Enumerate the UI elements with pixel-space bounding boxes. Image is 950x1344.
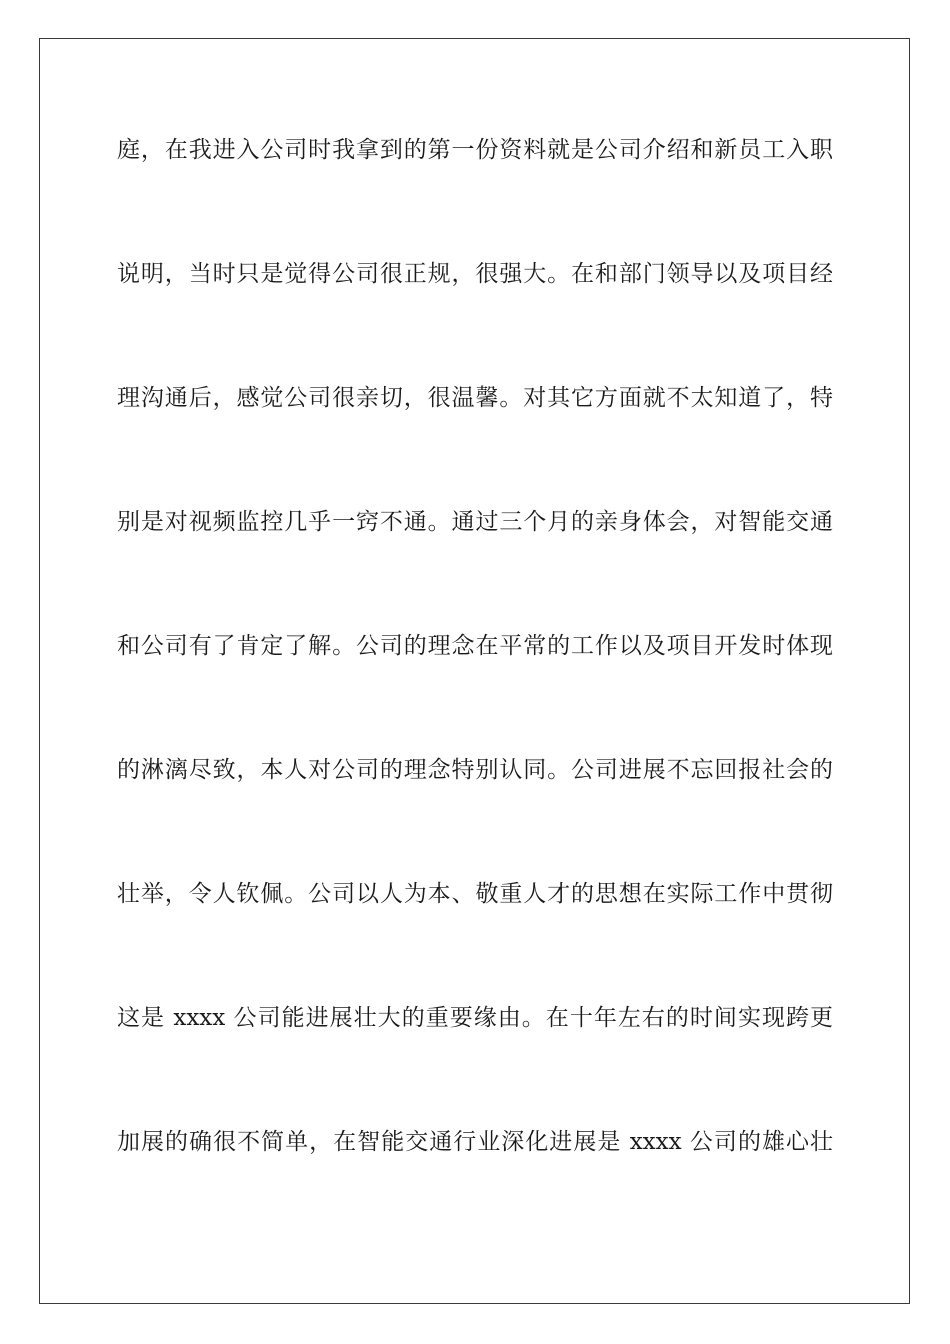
body-text-line: 这是 xxxx 公司能进展壮大的重要缘由。在十年左右的时间实现跨更 <box>117 1005 833 1031</box>
body-text-line: 壮举，令人钦佩。公司以人为本、敬重人才的思想在实际工作中贯彻 <box>117 881 833 907</box>
body-text-line: 和公司有了肯定了解。公司的理念在平常的工作以及项目开发时体现 <box>117 633 833 659</box>
page-border <box>39 38 910 1304</box>
body-text-line: 说明，当时只是觉得公司很正规，很强大。在和部门领导以及项目经 <box>117 261 833 287</box>
body-text-line: 别是对视频监控几乎一窍不通。通过三个月的亲身体会，对智能交通 <box>117 509 833 535</box>
body-text-line: 加展的确很不简单，在智能交通行业深化进展是 xxxx 公司的雄心壮 <box>117 1129 833 1155</box>
body-text-line: 庭，在我进入公司时我拿到的第一份资料就是公司介绍和新员工入职 <box>117 137 833 163</box>
body-text-line: 理沟通后，感觉公司很亲切，很温馨。对其它方面就不太知道了，特 <box>117 385 833 411</box>
body-text-line: 的淋漓尽致，本人对公司的理念特别认同。公司进展不忘回报社会的 <box>117 757 833 783</box>
